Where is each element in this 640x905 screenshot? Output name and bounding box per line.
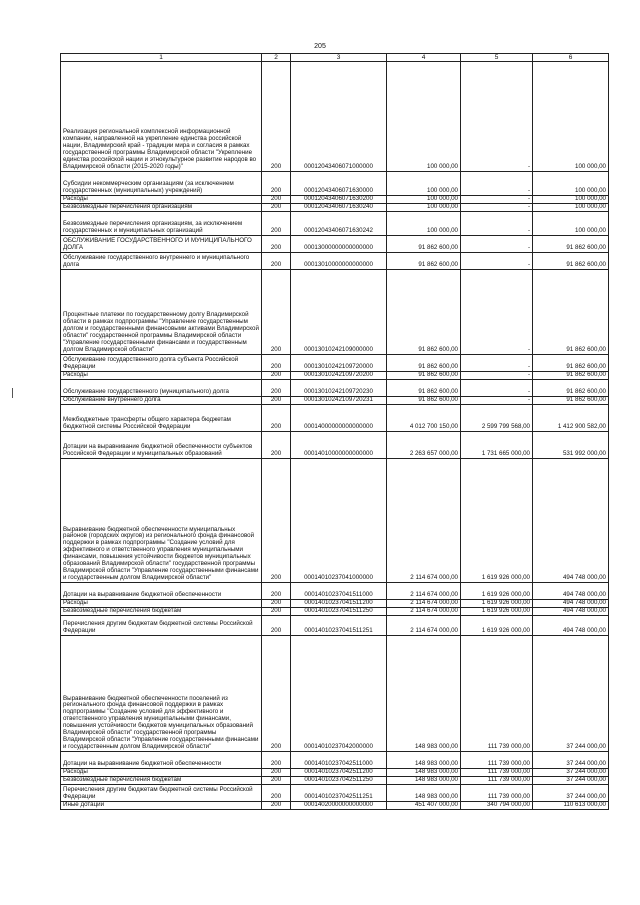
row-code: 200 xyxy=(262,616,291,636)
page-number: 205 xyxy=(314,43,326,50)
row-value-col5: - xyxy=(461,397,533,405)
row-value-col4: 451 407 000,00 xyxy=(387,802,461,810)
table-row xyxy=(61,583,609,600)
table-row xyxy=(61,355,609,372)
row-value-col6: 100 000,00 xyxy=(533,172,609,196)
row-name: Обслуживание государственного (муниципального) долга xyxy=(61,380,262,397)
row-code: 200 xyxy=(262,212,291,236)
row-name: Иные дотации xyxy=(61,802,262,810)
row-value-col6: 91 862 600,00 xyxy=(533,397,609,405)
row-name: Безвозмездные перечисления организациям, за исключением государственных и муниципальных организаций xyxy=(61,212,262,236)
margin-mark xyxy=(12,388,13,398)
row-value-col5: 1 619 926 000,00 xyxy=(461,608,533,616)
column-header: 6 xyxy=(533,54,609,62)
row-code: 200 xyxy=(262,769,291,777)
row-code: 200 xyxy=(262,459,291,583)
row-code: 200 xyxy=(262,777,291,785)
row-value-col4: 91 862 600,00 xyxy=(387,397,461,405)
table-row xyxy=(61,212,609,236)
table-row xyxy=(61,270,609,355)
table-row xyxy=(61,459,609,583)
row-value-col5: 1 619 926 000,00 xyxy=(461,616,533,636)
table-row xyxy=(61,785,609,802)
row-value-col6: 494 748 000,00 xyxy=(533,600,609,608)
row-name: Перечисления другим бюджетам бюджетной системы Российской Федерации xyxy=(61,785,262,802)
row-value-col4: 91 862 600,00 xyxy=(387,236,461,253)
row-name: Расходы xyxy=(61,600,262,608)
table-row xyxy=(61,172,609,196)
row-code: 200 xyxy=(262,236,291,253)
row-value-col5: 111 739 000,00 xyxy=(461,777,533,785)
row-kbk: 00014010237042511251 xyxy=(291,785,387,802)
row-value-col5: - xyxy=(461,270,533,355)
row-value-col4: 100 000,00 xyxy=(387,172,461,196)
row-value-col4: 148 983 000,00 xyxy=(387,777,461,785)
row-kbk: 00013010242109720231 xyxy=(291,397,387,405)
row-value-col5: 1 731 665 000,00 xyxy=(461,432,533,459)
row-name: Реализация региональной комплексной информационной компании, направленной на укрепление единства российской нации, Владимирский край - традиции мира и согласия в рамках государственной программы Владимирской области "Укрепление единства российской нации и этнокультурное развитие народов во Владимирской области (2015-2020 годы)" xyxy=(61,62,262,172)
table-row xyxy=(61,636,609,752)
column-header: 4 xyxy=(387,54,461,62)
row-kbk: 00012043406071630242 xyxy=(291,212,387,236)
row-value-col4: 100 000,00 xyxy=(387,204,461,212)
row-code: 200 xyxy=(262,62,291,172)
row-kbk: 00012043406071630240 xyxy=(291,204,387,212)
row-value-col6: 37 244 000,00 xyxy=(533,636,609,752)
table-row xyxy=(61,405,609,432)
row-value-col4: 2 114 674 000,00 xyxy=(387,616,461,636)
row-kbk: 00014010237041000000 xyxy=(291,459,387,583)
row-name: Субсидии некоммерческим организациям (за исключением государственных (муниципальных) учреждений) xyxy=(61,172,262,196)
row-value-col4: 2 114 674 000,00 xyxy=(387,608,461,616)
row-name: Межбюджетные трансферты общего характера бюджетам бюджетной системы Российской Федерации xyxy=(61,405,262,432)
row-value-col4: 2 114 674 000,00 xyxy=(387,583,461,600)
row-value-col5: 2 599 799 568,00 xyxy=(461,405,533,432)
table-row xyxy=(61,204,609,212)
table-row xyxy=(61,616,609,636)
row-value-col4: 100 000,00 xyxy=(387,62,461,172)
row-kbk: 00012043406071630000 xyxy=(291,172,387,196)
row-code: 200 xyxy=(262,355,291,372)
row-value-col5: 111 739 000,00 xyxy=(461,636,533,752)
row-name: Расходы xyxy=(61,769,262,777)
row-name: Расходы xyxy=(61,372,262,380)
row-code: 200 xyxy=(262,608,291,616)
table-row xyxy=(61,752,609,769)
row-kbk: 00012043406071000000 xyxy=(291,62,387,172)
row-value-col5: 111 739 000,00 xyxy=(461,785,533,802)
row-code: 200 xyxy=(262,253,291,270)
row-kbk: 00014020000000000000 xyxy=(291,802,387,810)
row-value-col4: 148 983 000,00 xyxy=(387,636,461,752)
row-kbk: 00013010242109720000 xyxy=(291,355,387,372)
column-header: 1 xyxy=(61,54,262,62)
row-name: Процентные платежи по государственному долгу Владимирской области в рамках подпрограммы "Управление государственным долгом и государственными финансовыми активами Владимирской области" государственной программы Владимирской области "Управление государственными финансами и государственным долгом Владимирской области" xyxy=(61,270,262,355)
row-code: 200 xyxy=(262,600,291,608)
row-value-col6: 37 244 000,00 xyxy=(533,752,609,769)
row-value-col4: 2 114 674 000,00 xyxy=(387,459,461,583)
table-row xyxy=(61,196,609,204)
row-name: Безвозмездные перечисления организациям xyxy=(61,204,262,212)
row-kbk: 00014000000000000000 xyxy=(291,405,387,432)
row-value-col6: 91 862 600,00 xyxy=(533,355,609,372)
table-row xyxy=(61,236,609,253)
row-value-col4: 148 983 000,00 xyxy=(387,769,461,777)
table-row xyxy=(61,777,609,785)
row-value-col6: 531 992 000,00 xyxy=(533,432,609,459)
row-kbk: 00013010242109000000 xyxy=(291,270,387,355)
row-value-col5: - xyxy=(461,372,533,380)
row-value-col6: 494 748 000,00 xyxy=(533,583,609,600)
row-name: Дотации на выравнивание бюджетной обеспеченности xyxy=(61,583,262,600)
row-value-col5: 111 739 000,00 xyxy=(461,769,533,777)
row-code: 200 xyxy=(262,752,291,769)
row-value-col4: 91 862 600,00 xyxy=(387,380,461,397)
row-value-col6: 100 000,00 xyxy=(533,212,609,236)
row-code: 200 xyxy=(262,172,291,196)
table-row xyxy=(61,802,609,810)
row-code: 200 xyxy=(262,204,291,212)
row-value-col5: 1 619 926 000,00 xyxy=(461,583,533,600)
row-value-col5: - xyxy=(461,236,533,253)
row-name: Обслуживание государственного долга субъекта Российской Федерации xyxy=(61,355,262,372)
budget-table xyxy=(60,53,609,810)
row-code: 200 xyxy=(262,372,291,380)
row-value-col4: 148 983 000,00 xyxy=(387,752,461,769)
row-code: 200 xyxy=(262,785,291,802)
row-value-col5: 340 794 000,00 xyxy=(461,802,533,810)
row-value-col4: 100 000,00 xyxy=(387,212,461,236)
row-value-col6: 91 862 600,00 xyxy=(533,253,609,270)
row-value-col4: 2 263 657 000,00 xyxy=(387,432,461,459)
table-row xyxy=(61,432,609,459)
row-name: Перечисления другим бюджетам бюджетной системы Российской Федерации xyxy=(61,616,262,636)
row-name: Обслуживание внутреннего долга xyxy=(61,397,262,405)
table-row xyxy=(61,608,609,616)
row-value-col6: 1 412 900 582,00 xyxy=(533,405,609,432)
row-name: Выравнивание бюджетной обеспеченности поселений из регионального фонда финансовой поддержки в рамках подпрограммы "Создание условий для эффективного и ответственного управления муниципальными финансами, повышения устойчивости бюджетов муниципальных образований Владимирской области" государственной программы Владимирской области "Управление государственными финансами и государственным долгом Владимирской области" xyxy=(61,636,262,752)
row-value-col6: 91 862 600,00 xyxy=(533,236,609,253)
row-kbk: 00014010237042511250 xyxy=(291,777,387,785)
row-kbk: 00014010237042511000 xyxy=(291,752,387,769)
row-value-col6: 37 244 000,00 xyxy=(533,777,609,785)
row-kbk: 00013010000000000000 xyxy=(291,253,387,270)
column-header: 3 xyxy=(291,54,387,62)
row-code: 200 xyxy=(262,397,291,405)
row-value-col4: 100 000,00 xyxy=(387,196,461,204)
row-code: 200 xyxy=(262,802,291,810)
table-row xyxy=(61,380,609,397)
row-value-col6: 37 244 000,00 xyxy=(533,769,609,777)
row-value-col4: 91 862 600,00 xyxy=(387,355,461,372)
row-name: Безвозмездные перечисления бюджетам xyxy=(61,777,262,785)
row-value-col5: 1 619 926 000,00 xyxy=(461,600,533,608)
row-kbk: 00014010237042000000 xyxy=(291,636,387,752)
row-value-col4: 2 114 674 000,00 xyxy=(387,600,461,608)
row-name: Расходы xyxy=(61,196,262,204)
row-name: ОБСЛУЖИВАНИЕ ГОСУДАРСТВЕННОГО И МУНИЦИПАЛЬНОГО ДОЛГА xyxy=(61,236,262,253)
row-kbk: 00012043406071630200 xyxy=(291,196,387,204)
row-name: Безвозмездные перечисления бюджетам xyxy=(61,608,262,616)
row-value-col6: 100 000,00 xyxy=(533,204,609,212)
row-value-col6: 100 000,00 xyxy=(533,62,609,172)
row-value-col6: 494 748 000,00 xyxy=(533,459,609,583)
row-name: Дотации на выравнивание бюджетной обеспеченности xyxy=(61,752,262,769)
row-value-col5: 1 619 926 000,00 xyxy=(461,459,533,583)
row-value-col6: 110 613 000,00 xyxy=(533,802,609,810)
row-value-col5: - xyxy=(461,172,533,196)
row-code: 200 xyxy=(262,405,291,432)
column-header: 2 xyxy=(262,54,291,62)
row-code: 200 xyxy=(262,380,291,397)
row-value-col6: 91 862 600,00 xyxy=(533,372,609,380)
table-row xyxy=(61,372,609,380)
row-value-col4: 91 862 600,00 xyxy=(387,253,461,270)
row-code: 200 xyxy=(262,636,291,752)
row-value-col5: - xyxy=(461,62,533,172)
row-kbk: 00014010237041511251 xyxy=(291,616,387,636)
row-value-col5: - xyxy=(461,253,533,270)
table-row xyxy=(61,62,609,172)
row-kbk: 00014010237042511200 xyxy=(291,769,387,777)
column-header: 5 xyxy=(461,54,533,62)
row-value-col5: - xyxy=(461,380,533,397)
row-value-col6: 91 862 600,00 xyxy=(533,380,609,397)
table-row xyxy=(61,253,609,270)
row-value-col5: - xyxy=(461,355,533,372)
row-value-col6: 494 748 000,00 xyxy=(533,608,609,616)
header-row xyxy=(61,54,609,62)
row-value-col5: 111 739 000,00 xyxy=(461,752,533,769)
row-value-col4: 91 862 600,00 xyxy=(387,270,461,355)
row-name: Обслуживание государственного внутреннего и муниципального долга xyxy=(61,253,262,270)
row-value-col6: 37 244 000,00 xyxy=(533,785,609,802)
table-row xyxy=(61,769,609,777)
row-kbk: 00014010000000000000 xyxy=(291,432,387,459)
row-kbk: 00014010237041511000 xyxy=(291,583,387,600)
row-code: 200 xyxy=(262,583,291,600)
table-row xyxy=(61,397,609,405)
row-value-col4: 4 012 700 150,00 xyxy=(387,405,461,432)
row-value-col4: 91 862 600,00 xyxy=(387,372,461,380)
row-kbk: 00014010237041511200 xyxy=(291,600,387,608)
row-kbk: 00013010242109720230 xyxy=(291,380,387,397)
table-row xyxy=(61,600,609,608)
row-code: 200 xyxy=(262,196,291,204)
row-name: Выравнивание бюджетной обеспеченности муниципальных районов (городских округов) из регионального фонда финансовой поддержки в рамках подпрограммы "Создание условий для эффективного и ответственного управления муниципальными финансами, повышения устойчивости бюджетов муниципальных образований Владимирской области" государственной программы Владимирской области "Управление государственными финансами и государственным долгом Владимирской области" xyxy=(61,459,262,583)
row-code: 200 xyxy=(262,432,291,459)
row-value-col6: 91 862 600,00 xyxy=(533,270,609,355)
row-value-col4: 148 983 000,00 xyxy=(387,785,461,802)
row-value-col5: - xyxy=(461,212,533,236)
row-value-col5: - xyxy=(461,204,533,212)
row-kbk: 00013000000000000000 xyxy=(291,236,387,253)
row-value-col5: - xyxy=(461,196,533,204)
row-name: Дотации на выравнивание бюджетной обеспеченности субъектов Российской Федерации и муниципальных образований xyxy=(61,432,262,459)
row-value-col6: 100 000,00 xyxy=(533,196,609,204)
row-value-col6: 494 748 000,00 xyxy=(533,616,609,636)
row-kbk: 00013010242109720200 xyxy=(291,372,387,380)
row-kbk: 00014010237041511250 xyxy=(291,608,387,616)
row-code: 200 xyxy=(262,270,291,355)
